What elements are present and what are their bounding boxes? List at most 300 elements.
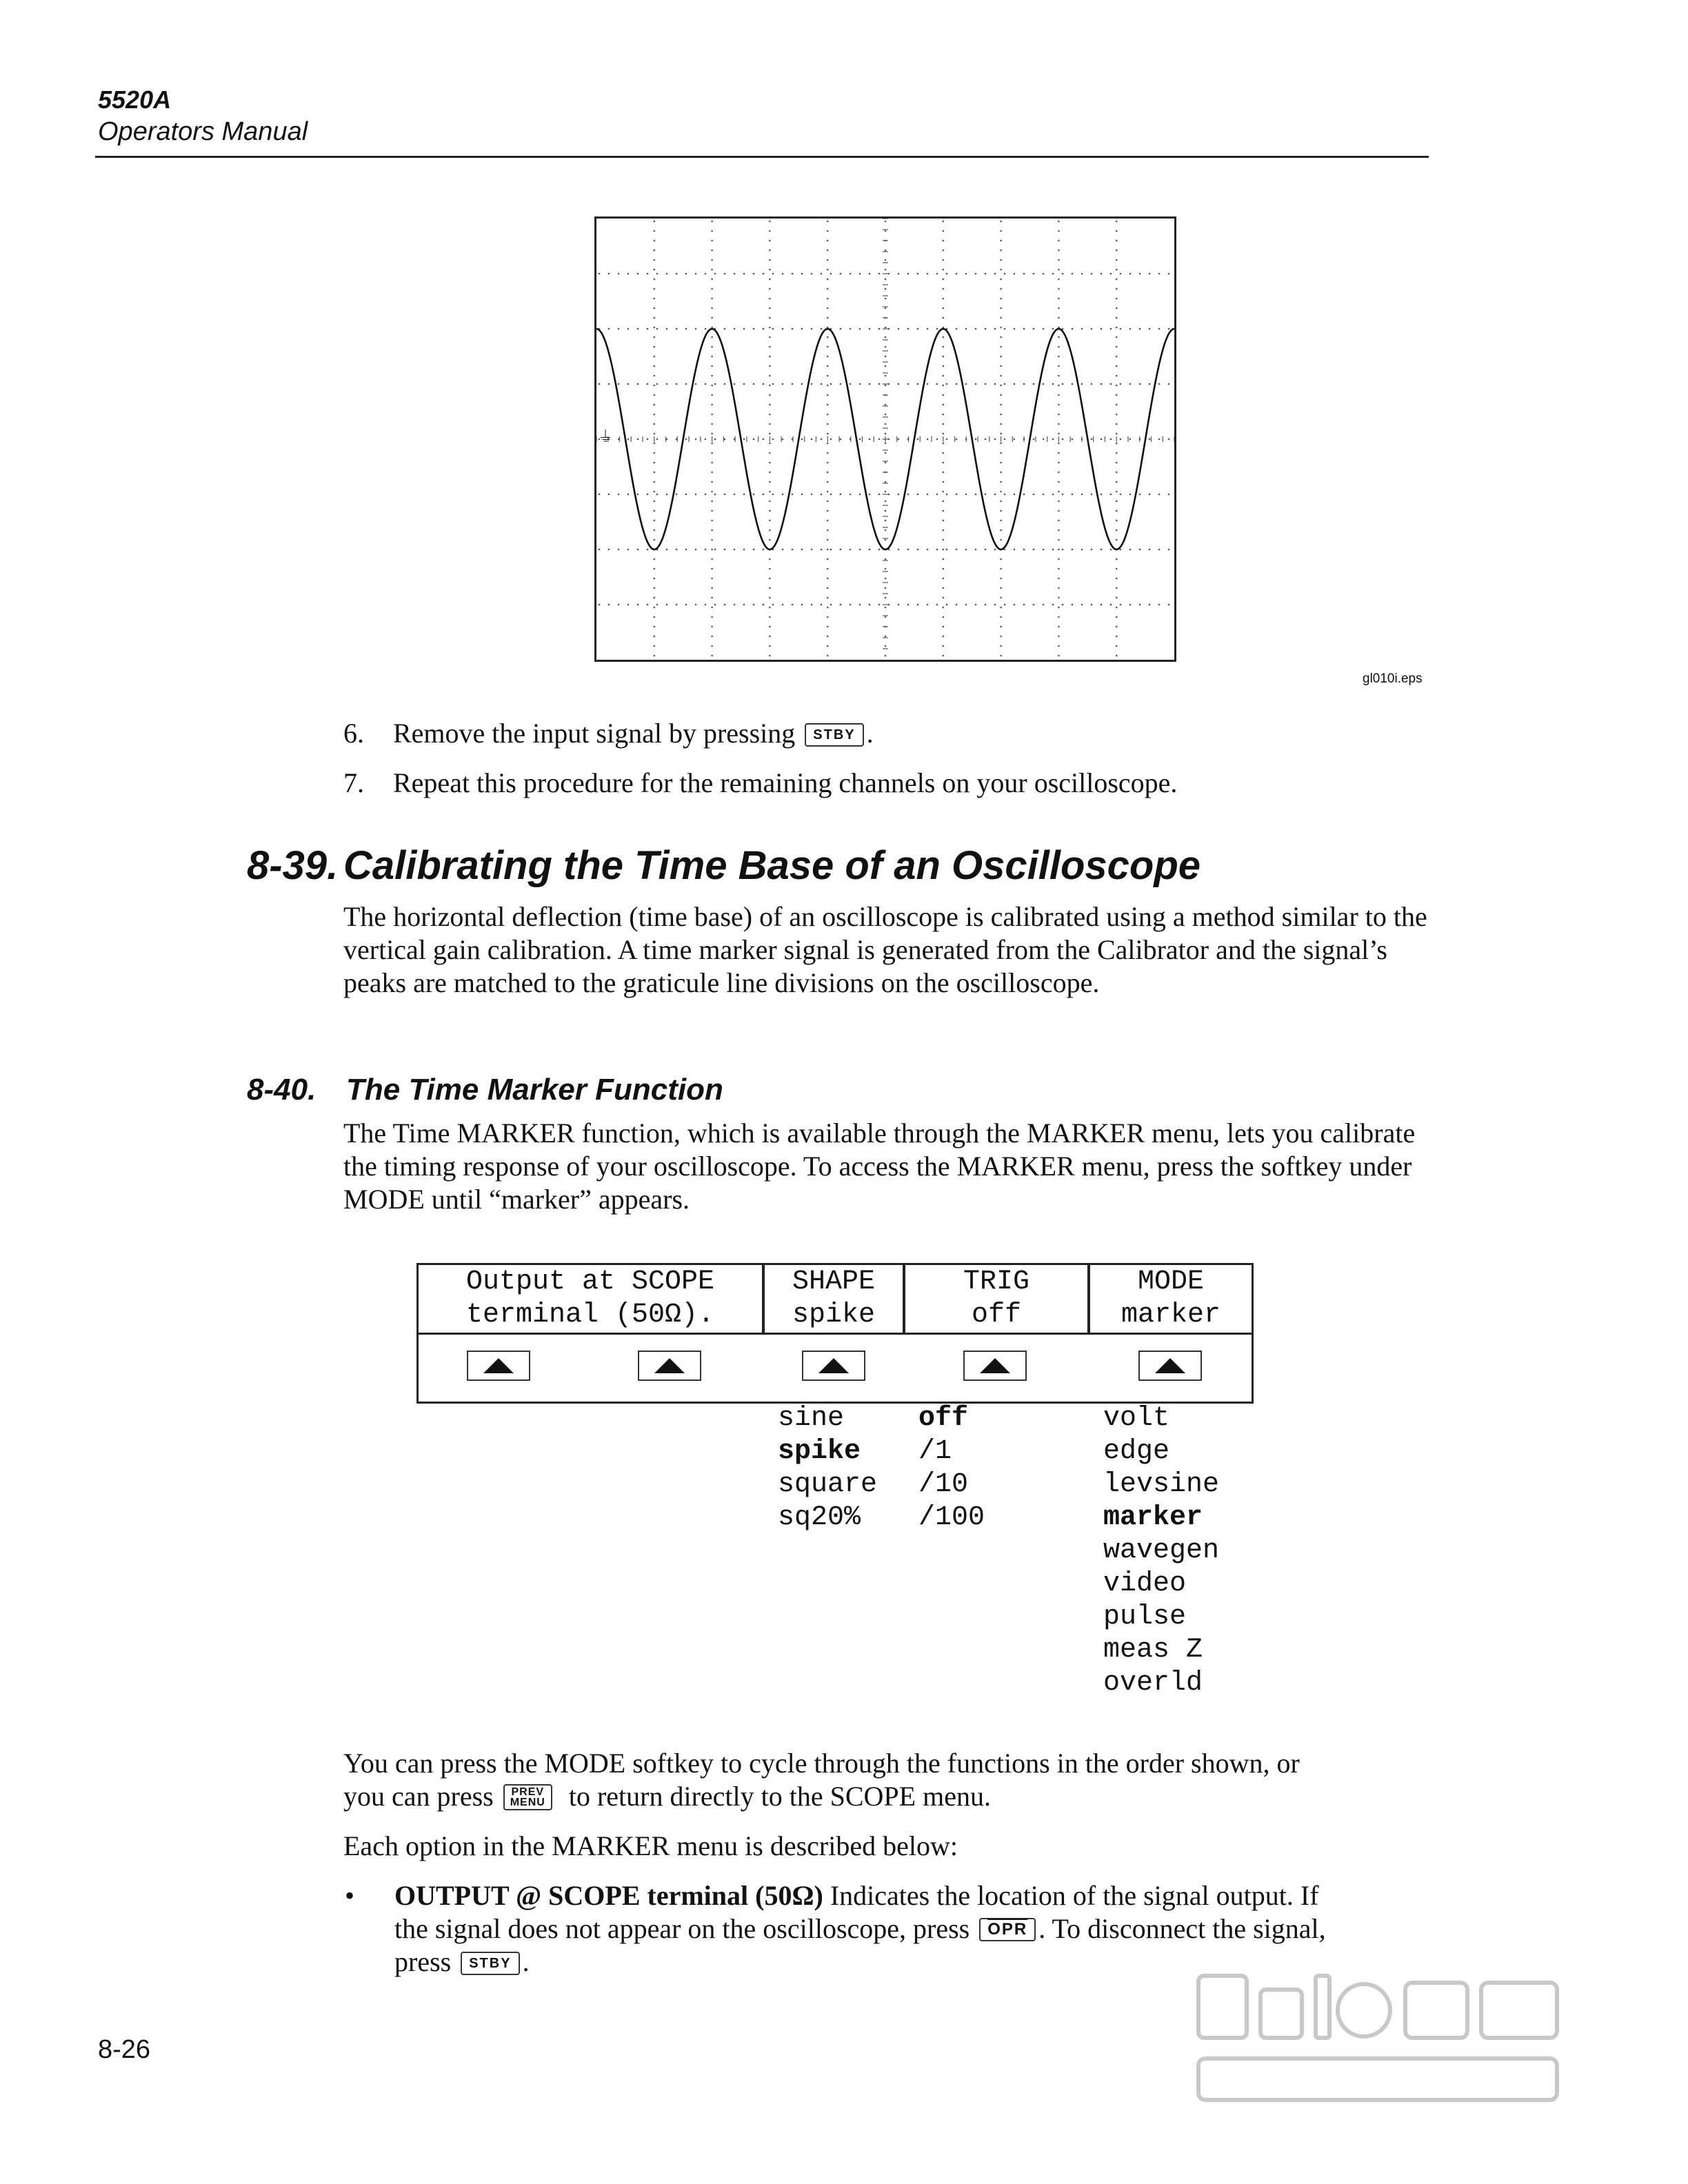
graticule-dot (898, 273, 900, 275)
graticule-dot (676, 549, 678, 551)
graticule-dot (1081, 273, 1083, 275)
graticule-dot (1116, 298, 1118, 300)
graticule-dot (711, 336, 713, 338)
graticule-dot (734, 383, 736, 385)
graticule-dot (827, 240, 829, 242)
graticule-dot (618, 328, 620, 330)
graticule-dot (1000, 607, 1002, 609)
graticule-dot (943, 481, 945, 483)
graticule-dot (792, 383, 794, 385)
graticule-dot (1072, 494, 1074, 496)
graticule-dot (705, 383, 707, 385)
graticule-dot (1116, 558, 1118, 560)
graticule-dot (1000, 462, 1002, 464)
graticule-dot (711, 433, 713, 435)
graticule-dot (956, 438, 958, 441)
graticule-dot (830, 604, 832, 606)
graticule-dot (827, 636, 829, 638)
graticule-dot (654, 597, 656, 599)
graticule-dot (753, 494, 755, 496)
graticule-dot (869, 383, 871, 385)
graticule-dot (1062, 438, 1064, 441)
graticule-dot (637, 383, 639, 385)
graticule-dot (1116, 240, 1118, 242)
subsection-heading (247, 1073, 723, 1107)
graticule-dot (943, 539, 945, 541)
graticule-dot (656, 328, 659, 330)
graticule-dot (724, 438, 726, 441)
graticule-dot (763, 328, 765, 330)
graticule-dot (1023, 328, 1025, 330)
page-number: 8-26 (98, 2035, 151, 2064)
graticule-dot (711, 587, 713, 589)
graticule-dot (1116, 404, 1118, 406)
mode-option: wavegen (1103, 1535, 1220, 1566)
up-arrow-icon (1154, 1357, 1187, 1374)
graticule-dot (1116, 568, 1118, 570)
graticule-dot (1072, 383, 1074, 385)
graticule-dot (1091, 328, 1093, 330)
graticule-dot (827, 288, 829, 290)
graticule-dot (885, 529, 887, 532)
graticule-dot (927, 328, 929, 330)
graticule-dot (711, 568, 713, 570)
graticule-dot (743, 328, 745, 330)
graticule-dot (654, 636, 656, 638)
graticule-dot (647, 383, 649, 385)
graticule-dot (985, 604, 987, 606)
graticule-dot (885, 250, 887, 252)
graticule-dot (1116, 529, 1118, 532)
graticule-dot (943, 578, 945, 580)
graticule-dot (1058, 597, 1060, 599)
bullet-text: . (522, 1946, 530, 1977)
trig-option-selected: off (918, 1403, 969, 1434)
graticule-dot (830, 549, 832, 551)
graticule-dot (711, 221, 713, 223)
graticule-dot (711, 346, 713, 348)
menu-key-text: MENU (510, 1797, 545, 1808)
graticule-dot (1116, 452, 1118, 454)
graticule-dot (898, 494, 900, 496)
graticule-dot (859, 549, 861, 551)
graticule-dot (859, 494, 861, 496)
graticule-dot (599, 383, 601, 385)
graticule-dot (656, 438, 659, 441)
graticule-dot (1139, 383, 1141, 385)
graticule-dot (1058, 423, 1060, 425)
graticule-dot (878, 383, 881, 385)
mode-option: pulse (1103, 1601, 1187, 1632)
graticule-dot (1000, 385, 1002, 387)
graticule-dot (927, 494, 929, 496)
mode-option: volt (1103, 1403, 1170, 1434)
mode-paragraph-text: to return directly to the SCOPE menu. (568, 1781, 991, 1812)
graticule-dot (1058, 462, 1060, 464)
graticule-dot (654, 616, 656, 618)
graticule-dot (1120, 383, 1122, 385)
graticule-dot (654, 462, 656, 464)
graticule-dot (772, 604, 774, 606)
graticule-dot (1058, 501, 1060, 503)
graticule-dot (1000, 655, 1002, 657)
graticule-dot (782, 604, 784, 606)
graticule-dot (1014, 328, 1016, 330)
graticule-dot (1116, 375, 1118, 377)
graticule-dot (1014, 604, 1016, 606)
up-arrow-icon (482, 1357, 515, 1374)
graticule-dot (1149, 438, 1151, 441)
graticule-dot (1058, 443, 1060, 445)
lcd-trig-label: TRIG (963, 1266, 1029, 1297)
graticule-dot (654, 269, 656, 271)
manual-model: 5520A (98, 85, 172, 114)
graticule-dot (647, 604, 649, 606)
graticule-dot (676, 494, 678, 496)
graticule-dot (1139, 604, 1141, 606)
softkey-1[interactable] (467, 1351, 530, 1381)
graticule-dot (1043, 383, 1045, 385)
graticule-dot (1000, 356, 1002, 358)
graticule-dot (965, 494, 967, 496)
trig-option: /1 (918, 1436, 952, 1467)
graticule-dot (956, 328, 958, 330)
graticule-dot (763, 438, 765, 441)
mode-paragraph-line1: You can press the MODE softkey to cycle through the functions in the order shown, or (343, 1748, 1300, 1779)
graticule-dot (1116, 501, 1118, 503)
graticule-dot (711, 288, 713, 290)
graticule-dot (885, 365, 887, 367)
graticule-dot (956, 494, 958, 496)
graticule-dot (1004, 273, 1006, 275)
graticule-dot (1004, 328, 1006, 330)
graticule-dot (769, 346, 771, 348)
graticule-dot (885, 636, 887, 638)
graticule-dot (1000, 587, 1002, 589)
lcd-output-cell (419, 1265, 762, 1333)
graticule-dot (1000, 529, 1002, 532)
graticule-dot (943, 298, 945, 300)
graticule-dot (1058, 317, 1060, 319)
graticule-dot (850, 273, 852, 275)
graticule-dot (1058, 365, 1060, 367)
graticule-dot (769, 558, 771, 560)
graticule-dot (869, 438, 871, 441)
graticule-dot (885, 520, 887, 522)
graticule-dot (1116, 423, 1118, 425)
graticule-dot (1116, 269, 1118, 271)
graticule-dot (608, 549, 610, 551)
graticule-dot (821, 438, 823, 441)
graticule-dot (782, 273, 784, 275)
graticule-dot (811, 549, 813, 551)
graticule-dot (885, 404, 887, 406)
graticule-dot (1058, 645, 1060, 647)
graticule-dot (654, 317, 656, 319)
graticule-dot (695, 494, 697, 496)
graticule-dot (792, 273, 794, 275)
graticule-dot (898, 383, 900, 385)
graticule-dot (627, 549, 630, 551)
graticule-dot (608, 328, 610, 330)
graticule-dot (763, 383, 765, 385)
graticule-dot (763, 273, 765, 275)
graticule-dot (1000, 298, 1002, 300)
graticule-dot (654, 655, 656, 657)
graticule-dot (769, 414, 771, 416)
graticule-dot (1149, 328, 1151, 330)
softkey-2[interactable] (638, 1351, 701, 1381)
graticule-dot (936, 549, 938, 551)
graticule-dot (769, 462, 771, 464)
graticule-dot (1058, 346, 1060, 348)
graticule-dot (830, 383, 832, 385)
graticule-dot (827, 481, 829, 483)
section-title: Calibrating the Time Base of an Oscilloscope (343, 843, 1201, 888)
graticule-dot (772, 328, 774, 330)
graticule-dot (827, 414, 829, 416)
graticule-dot (1116, 481, 1118, 483)
graticule-dot (769, 404, 771, 406)
graticule-dot (711, 529, 713, 532)
graticule-dot (965, 273, 967, 275)
graticule-dot (1000, 443, 1002, 445)
graticule-dot (654, 327, 656, 329)
graticule-dot (656, 494, 659, 496)
graticule-dot (943, 433, 945, 435)
graticule-dot (885, 501, 887, 503)
graticule-dot (1168, 328, 1170, 330)
graticule-dot (827, 298, 829, 300)
graticule-dot (898, 549, 900, 551)
graticule-dot (994, 383, 996, 385)
graticule-dot (711, 520, 713, 522)
graticule-dot (801, 438, 803, 441)
graticule-dot (647, 273, 649, 275)
mode-paragraph-line2 (343, 1780, 1433, 1813)
graticule-dot (1052, 273, 1054, 275)
graticule-dot (1052, 328, 1054, 330)
graticule-dot (1129, 273, 1132, 275)
graticule-dot (763, 549, 765, 551)
graticule-dot (1058, 452, 1060, 454)
graticule-dot (830, 273, 832, 275)
graticule-dot (943, 491, 945, 493)
graticule-dot (654, 365, 656, 367)
graticule-dot (637, 549, 639, 551)
graticule-dot (792, 494, 794, 496)
graticule-dot (769, 443, 771, 445)
graticule-dot (827, 501, 829, 503)
graticule-dot (1000, 481, 1002, 483)
graticule-dot (985, 328, 987, 330)
graticule-dot (1101, 438, 1103, 441)
graticule-dot (1000, 558, 1002, 560)
graticule-dot (711, 404, 713, 406)
graticule-dot (943, 607, 945, 609)
graticule-dot (1058, 394, 1060, 396)
graticule-dot (599, 273, 601, 275)
graticule-dot (1000, 423, 1002, 425)
graticule-dot (656, 273, 659, 275)
graticule-dot (888, 494, 890, 496)
graticule-dot (711, 394, 713, 396)
graticule-dot (943, 279, 945, 281)
graticule-dot (1033, 549, 1035, 551)
graticule-dot (685, 549, 687, 551)
graticule-dot (943, 510, 945, 512)
graticule-dot (656, 383, 659, 385)
graticule-dot (943, 655, 945, 657)
graticule-dot (888, 328, 890, 330)
graticule-dot (1120, 438, 1122, 441)
graticule-dot (769, 529, 771, 532)
graticule-dot (827, 259, 829, 261)
graticule-dot (943, 626, 945, 628)
graticule-dot (927, 383, 929, 385)
graticule-dot (654, 501, 656, 503)
graticule-dot (943, 587, 945, 589)
graticule-dot (1139, 494, 1141, 496)
graticule-dot (724, 494, 726, 496)
graticule-dot (1168, 438, 1170, 441)
graticule-dot (782, 549, 784, 551)
graticule-dot (827, 597, 829, 599)
graticule-dot (714, 494, 716, 496)
graticule-dot (1014, 383, 1016, 385)
graticule-dot (1116, 443, 1118, 445)
graticule-dot (599, 549, 601, 551)
graticule-dot (695, 604, 697, 606)
mode-option-selected: marker (1103, 1502, 1203, 1533)
graticule-dot (1149, 604, 1151, 606)
marker-options-intro: Each option in the MARKER menu is described below: (343, 1830, 958, 1861)
graticule-dot (1058, 626, 1060, 628)
graticule-dot (885, 491, 887, 493)
graticule-dot (769, 327, 771, 329)
graticule-dot (1129, 328, 1132, 330)
graticule-dot (608, 383, 610, 385)
graticule-dot (1058, 250, 1060, 252)
graticule-dot (827, 529, 829, 532)
graticule-dot (769, 269, 771, 271)
graticule-dot (1052, 604, 1054, 606)
graticule-dot (1101, 383, 1103, 385)
graticule-dot (734, 549, 736, 551)
graticule-dot (1158, 604, 1160, 606)
graticule-dot (943, 549, 945, 551)
graticule-dot (782, 438, 784, 441)
graticule-dot (685, 328, 687, 330)
graticule-dot (1129, 494, 1132, 496)
graticule-dot (1116, 307, 1118, 310)
graticule-dot (1129, 383, 1132, 385)
graticule-dot (772, 273, 774, 275)
graticule-dot (965, 549, 967, 551)
graticule-dot (714, 604, 716, 606)
graticule-dot (1000, 510, 1002, 512)
graticule-dot (965, 604, 967, 606)
graticule-dot (1058, 558, 1060, 560)
graticule-dot (769, 472, 771, 474)
graticule-dot (627, 328, 630, 330)
graticule-dot (654, 568, 656, 570)
graticule-dot (769, 250, 771, 252)
graticule-dot (943, 558, 945, 560)
graticule-dot (711, 365, 713, 367)
graticule-dot (811, 438, 813, 441)
graticule-dot (1014, 494, 1016, 496)
graticule-dot (943, 317, 945, 319)
softkey-trig[interactable] (963, 1351, 1027, 1381)
graticule-dot (654, 356, 656, 358)
graticule-dot (654, 578, 656, 580)
softkey-shape[interactable] (802, 1351, 865, 1381)
graticule-dot (1116, 655, 1118, 657)
graticule-dot (878, 604, 881, 606)
ground-marker-icon: ⏚ (598, 429, 614, 446)
graticule-dot (1000, 307, 1002, 310)
graticule-dot (627, 604, 630, 606)
graticule-dot (654, 491, 656, 493)
graticule-dot (946, 549, 948, 551)
graticule-dot (917, 273, 919, 275)
graticule-dot (1058, 587, 1060, 589)
bullet-text: the signal does not appear on the oscilloscope, press (394, 1913, 970, 1944)
graticule-dot (827, 520, 829, 522)
graticule-dot (654, 443, 656, 445)
graticule-dot (827, 346, 829, 348)
graticule-dot (618, 273, 620, 275)
graticule-dot (1043, 273, 1045, 275)
graticule-dot (1000, 240, 1002, 242)
graticule-dot (654, 414, 656, 416)
softkey-mode[interactable] (1138, 1351, 1202, 1381)
graticule-dot (1014, 549, 1016, 551)
lcd-output-line1: Output at SCOPE (465, 1266, 715, 1297)
graticule-dot (943, 568, 945, 570)
graticule-dot (1120, 273, 1122, 275)
graticule-dot (1000, 375, 1002, 377)
graticule-dot (917, 438, 919, 441)
graticule-dot (654, 230, 656, 232)
graticule-dot (1058, 520, 1060, 522)
manual-subtitle: Operators Manual (98, 117, 308, 146)
graticule-dot (676, 273, 678, 275)
graticule-dot (769, 433, 771, 435)
graticule-dot (869, 549, 871, 551)
graticule-dot (859, 383, 861, 385)
graticule-dot (888, 438, 890, 441)
graticule-dot (936, 438, 938, 441)
graticule-dot (782, 328, 784, 330)
graticule-dot (637, 494, 639, 496)
graticule-dot (956, 549, 958, 551)
up-arrow-icon (653, 1357, 686, 1374)
graticule-dot (1062, 549, 1064, 551)
graticule-dot (885, 279, 887, 281)
graticule-dot (1043, 438, 1045, 441)
graticule-dot (1058, 307, 1060, 310)
graticule-dot (827, 539, 829, 541)
graticule-dot (1052, 494, 1054, 496)
lcd-shape-label: SHAPE (792, 1266, 876, 1297)
graticule-dot (946, 604, 948, 606)
graticule-dot (1116, 221, 1118, 223)
graticule-dot (654, 607, 656, 609)
graticule-dot (1058, 607, 1060, 609)
graticule-dot (714, 383, 716, 385)
